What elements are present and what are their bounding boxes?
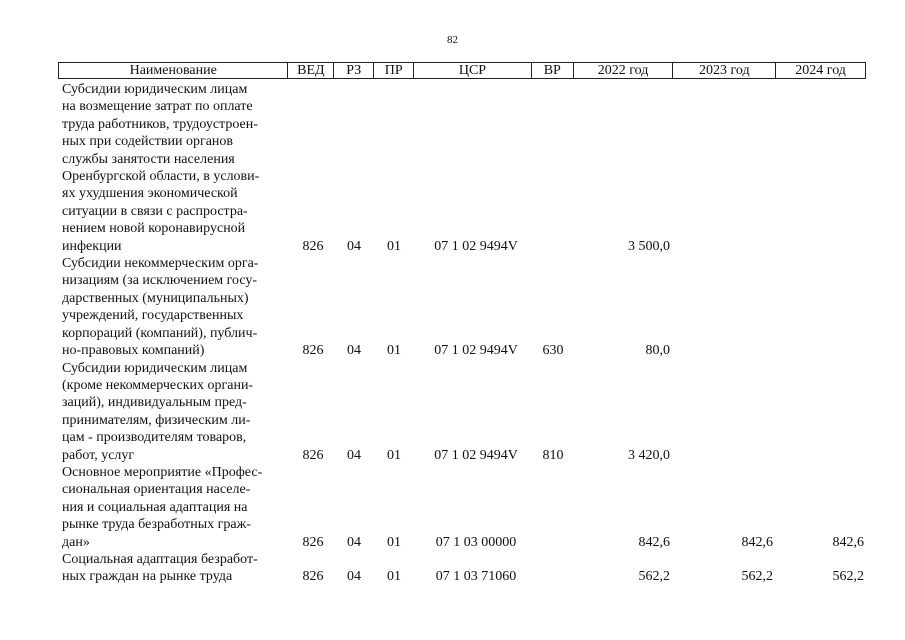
cell-y2022: 842,6 xyxy=(638,534,670,550)
row-name-line: на возмещение затрат по оплате xyxy=(62,99,253,115)
row-name-line: Субсидии юридическим лицам xyxy=(62,360,248,376)
cell-y2022: 3 420,0 xyxy=(628,447,670,463)
table-row xyxy=(58,255,866,359)
row-name-line: труда работников, трудоустроен- xyxy=(62,116,258,132)
row-name-line: учреждений, государственных xyxy=(62,308,244,324)
row-name-line: ситуации в связи с распростра- xyxy=(62,203,248,219)
header-2024: 2024 год xyxy=(795,63,846,78)
cell-csr: 07 1 02 9494V xyxy=(434,238,518,254)
cell-vr: 810 xyxy=(542,447,564,463)
row-name xyxy=(58,255,288,359)
row-name xyxy=(58,360,288,464)
cell-ved: 826 xyxy=(302,447,324,463)
header-csr: ЦСР xyxy=(414,63,532,78)
header-pr: ПР xyxy=(374,63,414,78)
cell-rz: 04 xyxy=(347,447,361,463)
cell-ved: 826 xyxy=(302,569,324,585)
row-name-line: ных при содействии органов xyxy=(62,134,234,150)
cell-ved: 826 xyxy=(302,343,324,359)
row-name-line: ях ухудшения экономической xyxy=(62,186,238,202)
row-name-line: рынке труда безработных граж- xyxy=(62,517,251,533)
table-row xyxy=(58,551,866,586)
cell-csr: 07 1 03 00000 xyxy=(435,534,517,550)
header-ved: ВЕД xyxy=(288,63,334,78)
cell-rz: 04 xyxy=(347,569,361,585)
page-number: 82 xyxy=(447,34,458,46)
header-2023: 2023 год xyxy=(673,63,776,78)
cell-vr: 630 xyxy=(542,343,564,359)
row-name-line: дарственных (муниципальных) xyxy=(62,290,249,306)
cell-csr: 07 1 03 71060 xyxy=(435,569,517,585)
table-row xyxy=(58,81,866,255)
cell-pr: 01 xyxy=(387,447,401,463)
row-name-line: работ, услуг xyxy=(62,447,135,463)
cell-rz: 04 xyxy=(347,343,361,359)
row-name-line: низациям (за исключением госу- xyxy=(62,273,258,289)
cell-pr: 01 xyxy=(387,343,401,359)
row-name-line: Оренбургской области, в услови- xyxy=(62,169,260,185)
cell-y2023: 562,2 xyxy=(741,569,773,585)
cell-rz: 04 xyxy=(347,534,361,550)
row-name-line: дан» xyxy=(62,534,90,550)
row-name-line: но-правовых компаний) xyxy=(62,343,205,359)
cell-y2022: 3 500,0 xyxy=(628,238,670,254)
cell-csr: 07 1 02 9494V xyxy=(434,343,518,359)
row-name-line: цам - производителям товаров, xyxy=(62,430,247,446)
row-name-line: Субсидии юридическим лицам xyxy=(62,82,248,97)
row-name-line: ния и социальная адаптация на xyxy=(62,499,248,515)
cell-pr: 01 xyxy=(387,569,401,585)
cell-y2023: 842,6 xyxy=(741,534,773,550)
row-name-line: инфекции xyxy=(62,238,122,254)
header-2022: 2022 год xyxy=(574,63,674,78)
cell-rz: 04 xyxy=(347,238,361,254)
row-name-line: сиональная ориентация населе- xyxy=(62,482,251,498)
row-name xyxy=(58,464,288,551)
cell-y2022: 562,2 xyxy=(638,569,670,585)
row-name-line: Основное мероприятие «Профес- xyxy=(62,464,263,480)
header-rz: РЗ xyxy=(334,63,374,78)
row-name-line: Субсидии некоммерческим орга- xyxy=(62,256,259,272)
header-vr: ВР xyxy=(532,63,574,78)
row-name-line: нением новой коронавирусной xyxy=(62,221,246,237)
table-row xyxy=(58,464,866,551)
cell-y2022: 80,0 xyxy=(645,343,670,359)
header-name: Наименование xyxy=(59,63,288,78)
row-name-line: ных граждан на рынке труда xyxy=(62,569,233,585)
row-name-line: принимателям, физическим ли- xyxy=(62,412,251,428)
cell-pr: 01 xyxy=(387,534,401,550)
row-name xyxy=(58,551,288,586)
table-body xyxy=(58,81,866,586)
row-name xyxy=(58,81,288,255)
cell-ved: 826 xyxy=(302,238,324,254)
cell-y2024: 562,2 xyxy=(832,569,864,585)
row-name-line: корпораций (компаний), публич- xyxy=(62,325,258,341)
table-header xyxy=(58,62,866,79)
row-name-line: службы занятости населения xyxy=(62,151,235,167)
cell-csr: 07 1 02 9494V xyxy=(434,447,518,463)
cell-pr: 01 xyxy=(387,238,401,254)
cell-y2024: 842,6 xyxy=(832,534,864,550)
cell-ved: 826 xyxy=(302,534,324,550)
row-name-line: заций), индивидуальным пред- xyxy=(62,395,247,411)
row-name-line: (кроме некоммерческих органи- xyxy=(62,377,254,393)
row-name-line: Социальная адаптация безработ- xyxy=(62,551,258,567)
table-row xyxy=(58,360,866,464)
